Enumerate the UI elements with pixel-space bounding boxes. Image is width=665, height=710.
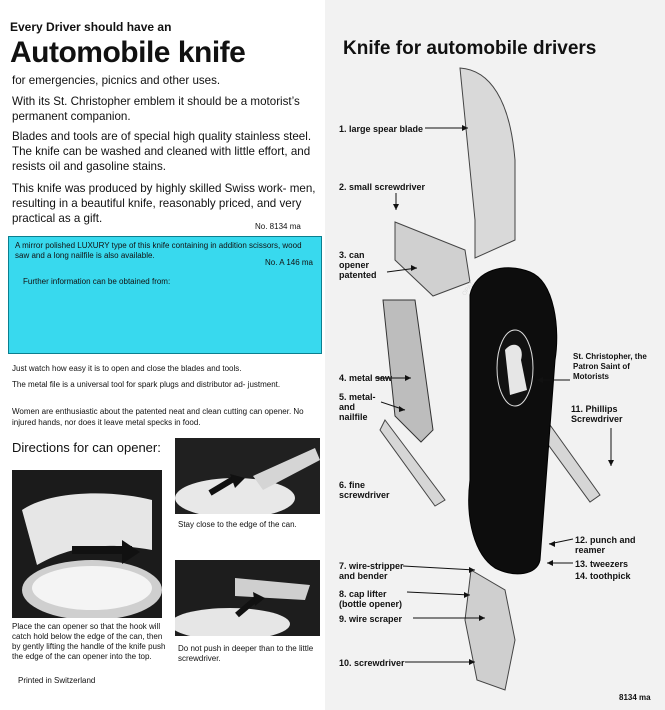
right-panel [325, 0, 665, 710]
left-panel [0, 0, 325, 710]
label-large-spear-blade: 1. large spear blade [339, 124, 424, 134]
label-screwdriver: 10. screwdriver [339, 658, 405, 668]
ref-number: No. 8134 ma [255, 222, 301, 231]
page-title: Automobile knife [10, 36, 246, 69]
luxury-info: Further information can be obtained from: [23, 277, 171, 286]
luxury-ref: No. A 146 ma [264, 258, 313, 267]
label-punch-reamer: 12. punch and reamer [575, 535, 636, 555]
label-can-opener: 3. can opener patented [339, 250, 377, 280]
label-small-screwdriver: 2. small screwdriver [339, 182, 426, 192]
label-wire-scraper: 9. wire scraper [339, 614, 403, 624]
can-photo-2-art [175, 438, 320, 514]
can-photo-1-art [12, 470, 162, 618]
label-metal-saw: 4. metal saw [339, 373, 393, 383]
can-photo-3-art [175, 560, 320, 636]
can-photo-2 [175, 438, 320, 514]
label-cap-lifter: 8. cap lifter (bottle opener) [339, 589, 402, 609]
label-tweezers: 13. tweezers [575, 559, 629, 569]
eyebrow-text: Every Driver should have an [10, 20, 172, 34]
paragraph-1: for emergencies, picnics and other uses. [12, 74, 221, 87]
paragraph-3: Blades and tools are of special high quality stainless steel. The knife can be washed and cleaned with little effort, and resists oil and gasoline stains. [12, 130, 312, 173]
label-st-christopher: St. Christopher, the Patron Saint of Motorists [573, 352, 647, 381]
can-photo-3 [175, 560, 320, 636]
right-ref-number: 8134 ma [619, 693, 651, 702]
label-fine-screwdriver: 6. fine screwdriver [339, 480, 390, 500]
brand-mark: OPAT [461, 281, 476, 298]
caption-1: Stay close to the edge of the can. [178, 520, 297, 529]
label-metal-nailfile: 5. metal- and nailfile [339, 392, 376, 422]
printed-note: Printed in Switzerland [18, 676, 96, 685]
note-1: Just watch how easy it is to open and close the blades and tools. [12, 364, 242, 373]
luxury-text: A mirror polished LUXURY type of this knife containing in addition scissors, wood saw and a long nailfile is also available. [15, 241, 302, 260]
diagram-title: Knife for automobile drivers [343, 38, 597, 59]
label-toothpick: 14. toothpick [575, 571, 631, 581]
label-phillips-screwdriver: 11. Phillips Screwdriver [571, 404, 623, 424]
can-photo-1 [12, 470, 162, 618]
paragraph-2: With its St. Christopher emblem it should be a motorist’s permanent companion. [12, 95, 300, 123]
directions-heading: Directions for can opener: [12, 440, 161, 455]
caption-3: Do not push in deeper than to the little screwdriver. [178, 644, 314, 663]
luxury-box [8, 236, 322, 354]
caption-2: Place the can opener so that the hook will catch hold below the edge of the can, then by gently lifting the handle of the knife push the edge of the can opener into the top. [12, 622, 166, 661]
paragraph-4: This knife was produced by highly skilled Swiss work- men, resulting in a beautiful knife, reasonably priced, and very practical as a gift. [12, 182, 316, 225]
label-wire-stripper: 7. wire-stripper and bender [339, 561, 404, 581]
note-2: The metal file is a universal tool for spark plugs and distributor ad- justment. [12, 380, 281, 389]
note-3: Women are enthusiastic about the patented neat and clean cutting can opener. No injured hands, nor does it leave metal specks in food. [12, 407, 304, 427]
